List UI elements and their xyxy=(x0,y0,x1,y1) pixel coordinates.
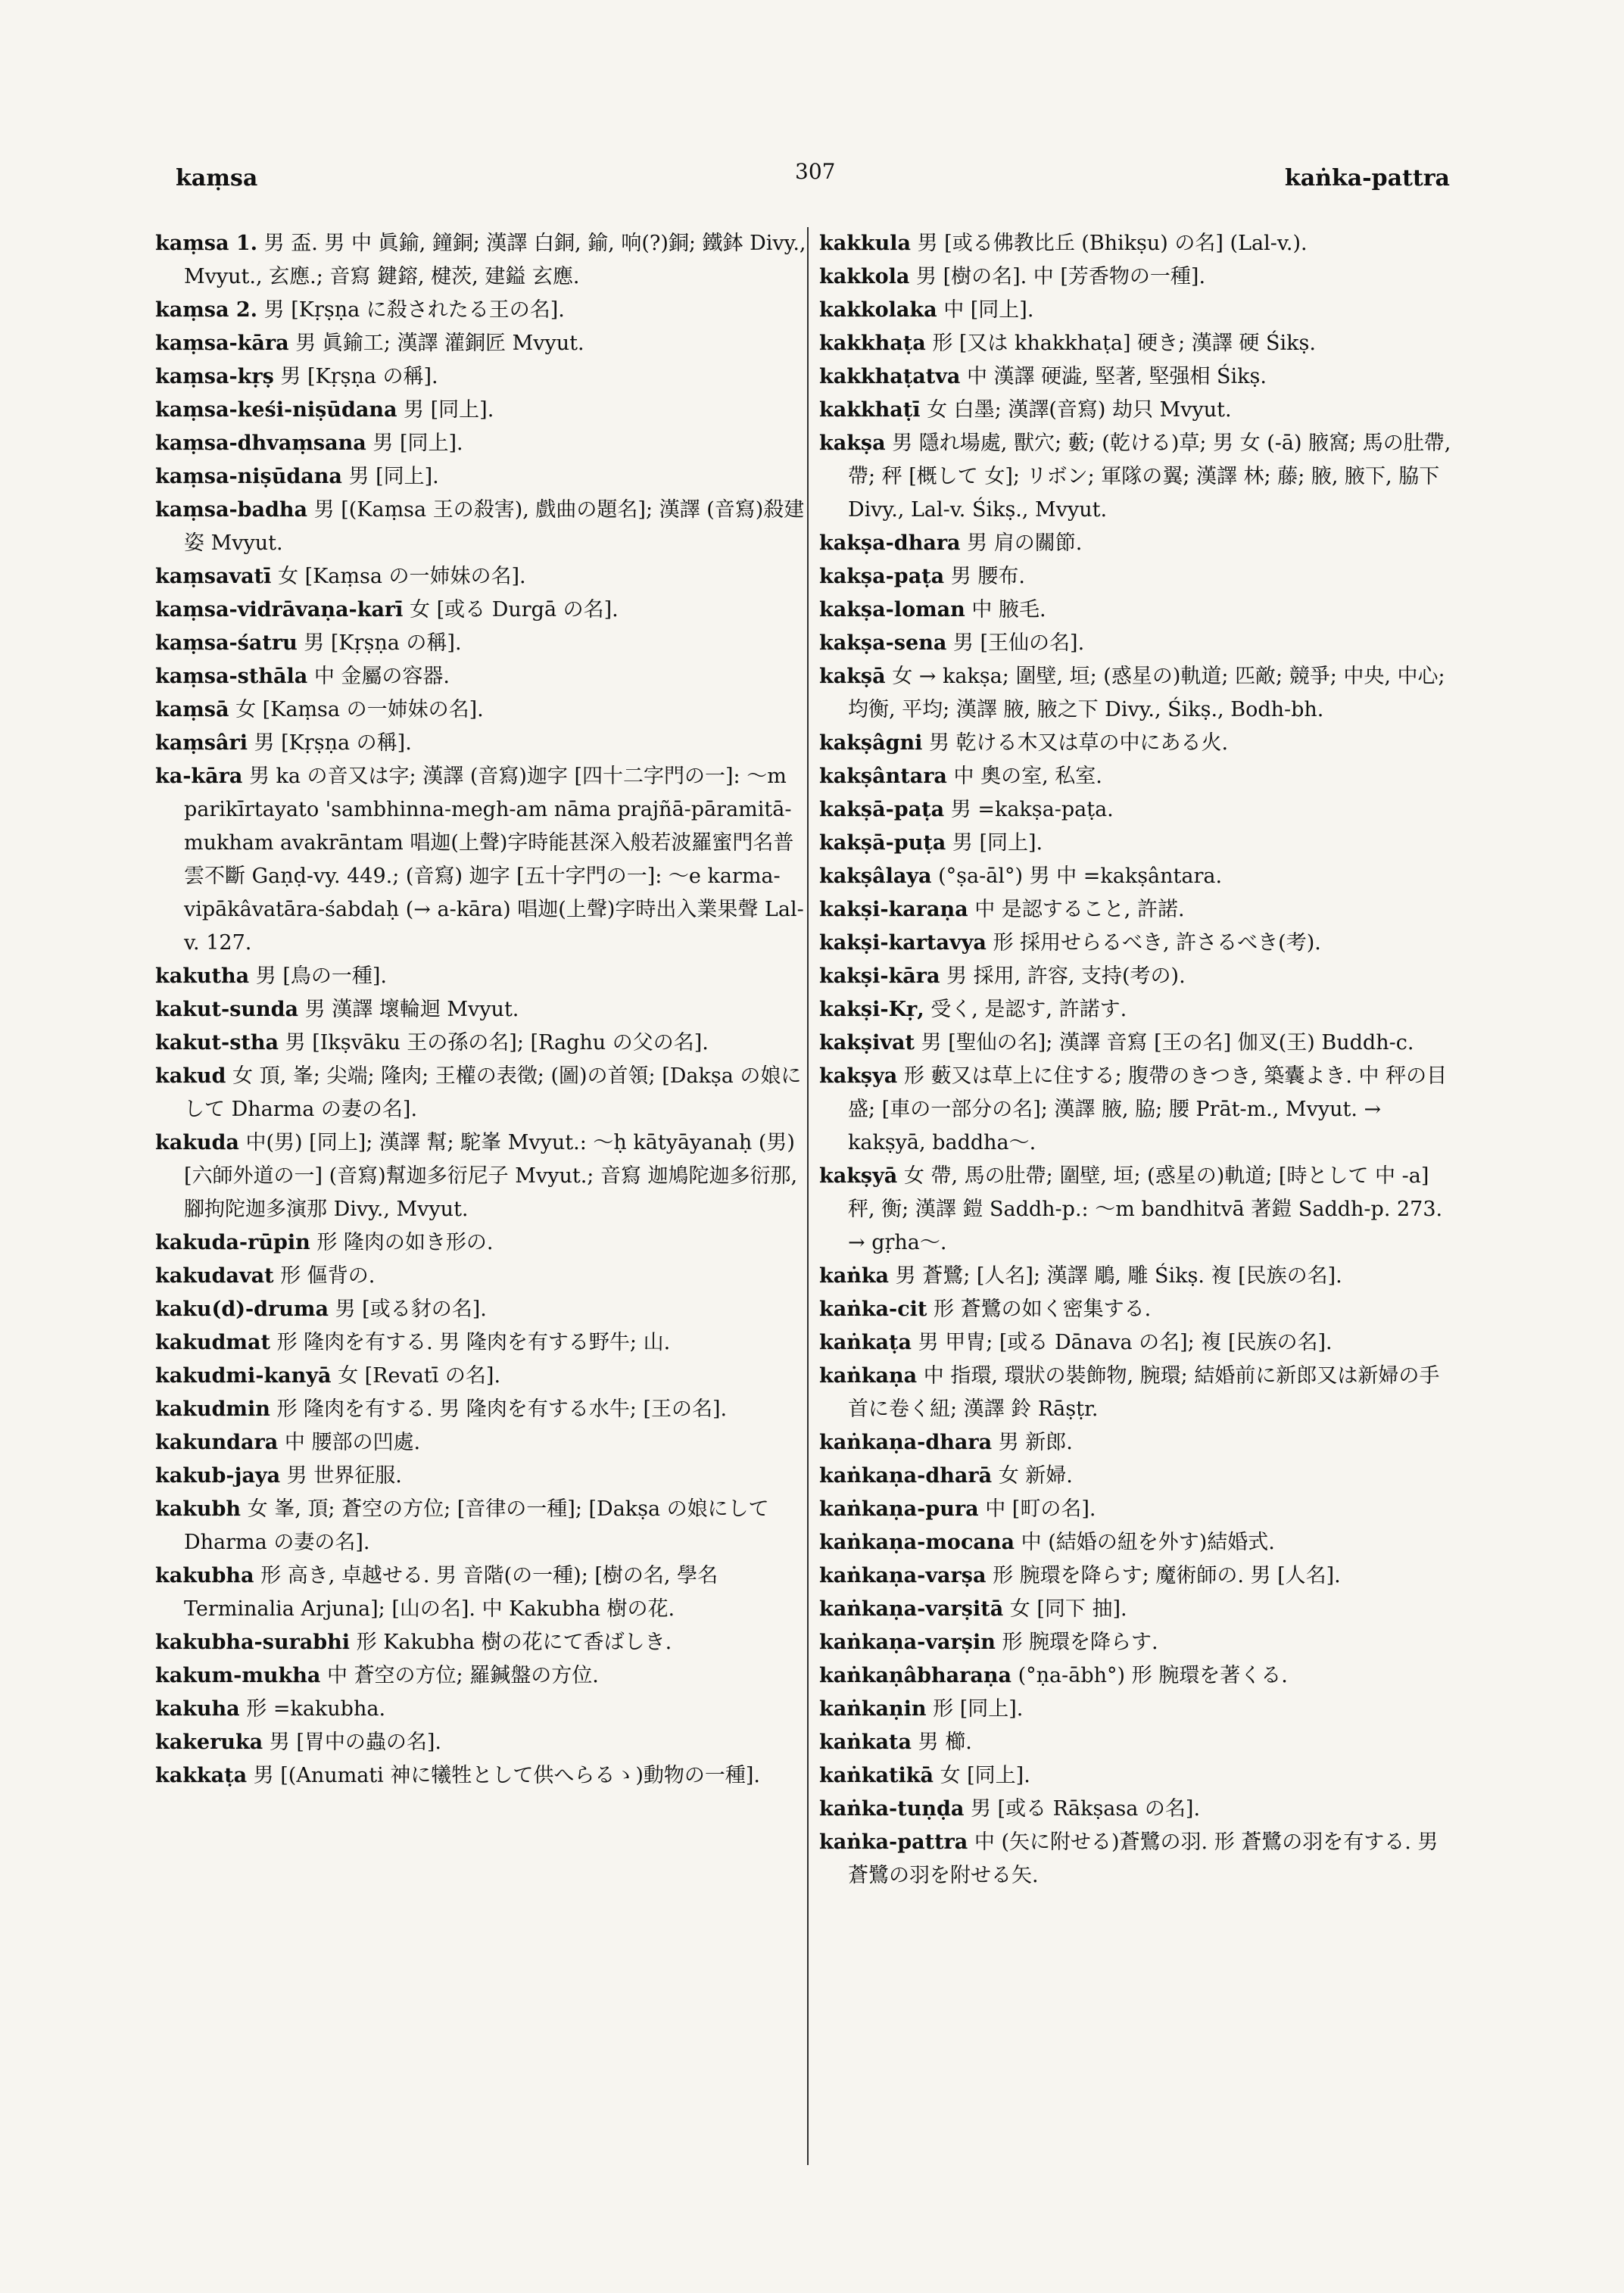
dictionary-entry xyxy=(155,760,814,960)
entry-definition: 男 ka の音又は字; 漢譯 (音寫)迦字 [四十二字門の一]: ～m parikīrtayato 'sambhinna-megh-am nāma prajñā-pāramitā-mukham avakrāntam 唱迦(上聲)字時能甚深入般若波羅蜜門名普雲不斷 Gaṇḍ-vy. 449.; (音寫) 迦字 [五十字門の一]: ～e karma-vipākâvatāra-śabdaḥ (→ a-kāra) 唱迦(上聲)字時出入業果聲 Lal-v. 127. xyxy=(184,765,804,955)
dictionary-entry xyxy=(155,494,814,560)
entry-headword: kakudmi-kanyā xyxy=(155,1364,332,1388)
entry-definition: 男 櫛. xyxy=(918,1731,972,1754)
entry-headword: kakud xyxy=(155,1064,226,1088)
dictionary-entry xyxy=(819,1493,1457,1526)
entry-definition: 女 [同下 抽]. xyxy=(1009,1597,1127,1621)
entry-headword: kaṅkaṇa-dharā xyxy=(819,1464,993,1488)
right-column xyxy=(819,227,1457,1893)
dictionary-entry xyxy=(155,1226,814,1260)
entry-headword: kakuda-rūpin xyxy=(155,1231,310,1254)
entry-headword: kakṣi-kartavya xyxy=(819,931,987,955)
dictionary-entry xyxy=(819,927,1457,960)
dictionary-entry xyxy=(819,594,1457,627)
dictionary-entry xyxy=(819,1793,1457,1826)
entry-definition: 中 (結婚の紐を外す)結婚式. xyxy=(1021,1531,1275,1554)
dictionary-entry xyxy=(155,1060,814,1126)
dictionary-entry xyxy=(155,960,814,993)
dictionary-entry xyxy=(819,294,1457,327)
entry-definition: 男 漢譯 壞輪迴 Mvyut. xyxy=(304,998,519,1021)
entry-definition: 男 [同上]. xyxy=(952,831,1043,855)
entry-headword: kakub-jaya xyxy=(155,1464,281,1488)
entry-headword: kakṣā-paṭa xyxy=(819,798,945,821)
entry-definition: 男 乾ける木又は草の中にある火. xyxy=(928,731,1229,755)
dictionary-entry xyxy=(155,1027,814,1060)
entry-headword: kakundara xyxy=(155,1431,279,1454)
entry-definition: 男 世界征服. xyxy=(286,1464,402,1488)
dictionary-entry xyxy=(819,893,1457,927)
entry-definition: 男 [或る佛教比丘 (Bhikṣu) の名] (Lal-v.). xyxy=(917,232,1308,255)
dictionary-entry xyxy=(155,1293,814,1326)
entry-definition: 中 指環, 環狀の裝飾物, 腕環; 結婚前に新郎又は新婦の手首に卷く紐; 漢譯 鈴 Rāṣṭr. xyxy=(848,1364,1440,1421)
entry-definition: 男 [Ikṣvāku 王の孫の名]; [Raghu の父の名]. xyxy=(285,1031,709,1055)
entry-headword: kaṅka-cit xyxy=(819,1298,927,1321)
entry-headword: kakubha-surabhi xyxy=(155,1631,351,1654)
entry-definition: 形 隆肉を有する. 男 隆肉を有する水牛; [王の名]. xyxy=(276,1397,728,1421)
entry-headword: kaṅkaṇa xyxy=(819,1364,918,1388)
dictionary-entry xyxy=(819,860,1457,893)
dictionary-entry xyxy=(155,1260,814,1293)
entry-definition: 男 [Kṛṣṇa に殺されたる王の名]. xyxy=(263,298,565,322)
dictionary-entry xyxy=(819,394,1457,427)
entry-headword: kakṣyā xyxy=(819,1164,898,1188)
entry-definition: 男 [鳥の一種]. xyxy=(255,964,387,988)
entry-headword: kaṅkaṇa-varṣin xyxy=(819,1631,996,1654)
entry-headword: kaṅkatikā xyxy=(819,1764,934,1787)
dictionary-entry xyxy=(819,1726,1457,1759)
entry-definition: 女 新婦. xyxy=(998,1464,1073,1488)
dictionary-entry xyxy=(819,527,1457,560)
entry-definition: 女 → kakṣa; 圍壁, 垣; (惑星の)軌道; 匹敵; 競爭; 中央, 中心; 均衡, 平均; 漢譯 腋, 腋之下 Divy., Śikṣ., Bodh-bh. xyxy=(848,665,1445,721)
dictionary-entry xyxy=(155,1559,814,1626)
entry-headword: kaṅkata xyxy=(819,1731,912,1754)
entry-headword: kakṣā xyxy=(819,665,886,688)
entry-definition: 男 肩の關節. xyxy=(967,531,1083,555)
entry-definition: 男 [同上]. xyxy=(404,398,494,422)
entry-headword: kakudmin xyxy=(155,1397,270,1421)
entry-definition: 中 (矢に附せる)蒼鷺の羽. 形 蒼鷺の羽を有する. 男 蒼鷺の羽を附せる矢. xyxy=(848,1830,1439,1887)
dictionary-entry xyxy=(155,1393,814,1426)
entry-headword: kakudmat xyxy=(155,1331,270,1354)
entry-headword: kakum-mukha xyxy=(155,1664,321,1687)
dictionary-entry xyxy=(155,1493,814,1559)
dictionary-entry xyxy=(819,627,1457,660)
entry-definition: 男 隱れ場處, 獸穴; 藪; (乾ける)草; 男 女 (-ā) 腋窩; 馬の肚帶, 帶; 秤 [概して 女]; リボン; 軍隊の翼; 漢譯 林; 藤; 腋, 腋下, 脇下 Divy., Lal-v. Śikṣ., Mvyut. xyxy=(848,431,1451,522)
entry-definition: 男 [同上]. xyxy=(372,431,463,455)
entry-headword: kakṣi-Kṛ, xyxy=(819,998,924,1021)
dictionary-entry xyxy=(819,260,1457,294)
entry-headword: kaṃsavatī xyxy=(155,565,272,588)
entry-headword: kakṣâlaya xyxy=(819,865,932,888)
entry-definition: 形 [又は khakkhaṭa] 硬き; 漢譯 硬 Śikṣ. xyxy=(932,332,1316,355)
entry-headword: kakkula xyxy=(819,232,911,255)
entry-headword: kakubha xyxy=(155,1564,254,1587)
dictionary-entry xyxy=(155,460,814,494)
entry-headword: kakutha xyxy=(155,964,250,988)
entry-definition: 形 傴背の. xyxy=(280,1264,376,1288)
entry-headword: kaṃsa 1. xyxy=(155,232,258,255)
dictionary-entry xyxy=(819,1360,1457,1426)
entry-definition: 女 [Kaṃsa の一姉妹の名]. xyxy=(235,698,484,721)
entry-headword: kakut-sunda xyxy=(155,998,299,1021)
dictionary-entry xyxy=(155,727,814,760)
dictionary-entry xyxy=(155,560,814,594)
dictionary-entry xyxy=(819,1160,1457,1260)
dictionary-entry xyxy=(819,1060,1457,1160)
dictionary-entry xyxy=(155,1726,814,1759)
entry-headword: kakṣântara xyxy=(819,765,947,788)
dictionary-entry xyxy=(819,1326,1457,1360)
dictionary-entry xyxy=(155,1326,814,1360)
dictionary-entry xyxy=(155,1759,814,1793)
dictionary-entry xyxy=(819,1659,1457,1693)
dictionary-entry xyxy=(819,727,1457,760)
running-head-right: kaṅka-pattra xyxy=(1284,165,1450,192)
entry-definition: 男 [Kṛṣṇa の稱]. xyxy=(254,731,412,755)
entry-definition: 形 Kakubha 樹の花にて香ばしき. xyxy=(356,1631,672,1654)
page-number: 307 xyxy=(795,159,836,184)
entry-definition: (°ṣa-āl°) 男 中 =kakṣântara. xyxy=(938,865,1223,888)
entry-definition: 男 [Kṛṣṇa の稱]. xyxy=(280,365,438,388)
dictionary-entry xyxy=(155,660,814,693)
dictionary-entry xyxy=(155,1659,814,1693)
entry-definition: 女 頂, 峯; 尖端; 隆肉; 王權の表徵; (圖)の首領; [Dakṣa の娘にして Dharma の妻の名]. xyxy=(184,1064,802,1121)
entry-headword: kakuha xyxy=(155,1697,240,1721)
dictionary-entry xyxy=(819,760,1457,793)
dictionary-entry xyxy=(155,294,814,327)
entry-definition: 男 [聖仙の名]; 漢譯 音寫 [王の名] 伽叉(王) Buddh-c. xyxy=(921,1031,1414,1055)
column-divider xyxy=(807,227,809,2165)
entry-headword: kakṣivat xyxy=(819,1031,915,1055)
entry-definition: 形 腕環を降らす. xyxy=(1002,1631,1158,1654)
entry-headword: kakuda xyxy=(155,1131,239,1154)
entry-headword: kaṃsa-sthāla xyxy=(155,665,308,688)
entry-definition: 受く, 是認す, 許諾す. xyxy=(930,998,1127,1021)
entry-headword: kakkhaṭatva xyxy=(819,365,961,388)
entry-headword: kaṃsa 2. xyxy=(155,298,258,322)
entry-headword: kaṅka-pattra xyxy=(819,1830,968,1854)
dictionary-entry xyxy=(819,1526,1457,1559)
entry-headword: kaṅkaṇa-mocana xyxy=(819,1531,1015,1554)
entry-definition: 中 是認すること, 許諾. xyxy=(974,898,1185,921)
entry-headword: kaṃsa-kāra xyxy=(155,332,289,355)
dictionary-entry xyxy=(155,1460,814,1493)
entry-headword: kaṅkaṇa-pura xyxy=(819,1497,979,1521)
entry-definition: 男 [(Anumati 神に犧牲として供へらるゝ)動物の一種]. xyxy=(253,1764,761,1787)
entry-definition: 男 [王仙の名]. xyxy=(952,631,1085,655)
entry-headword: kakṣâgni xyxy=(819,731,923,755)
dictionary-entry xyxy=(819,560,1457,594)
entry-definition: 男 腰布. xyxy=(950,565,1025,588)
entry-definition: 形 腕環を降らす; 魔術師の. 男 [人名]. xyxy=(993,1564,1341,1587)
entry-definition: 男 [同上]. xyxy=(348,465,439,488)
dictionary-entry xyxy=(819,1426,1457,1460)
entry-definition: 中 蒼空の方位; 羅鍼盤の方位. xyxy=(326,1664,599,1687)
entry-headword: kaṅkaṇa-dhara xyxy=(819,1431,993,1454)
entry-headword: kaṃsa-vidrāvaṇa-karī xyxy=(155,598,404,622)
entry-headword: kakkolaka xyxy=(819,298,937,322)
entry-definition: 中 [町の名]. xyxy=(985,1497,1096,1521)
entry-headword: kaṃsa-dhvaṃsana xyxy=(155,431,366,455)
dictionary-entry xyxy=(819,660,1457,727)
entry-headword: kakut-stha xyxy=(155,1031,279,1055)
entry-definition: 中(男) [同上]; 漢譯 幫; 駝峯 Mvyut.: ～ḥ kātyāyanaḥ (男) [六師外道の一] (音寫)幫迦多衍尼子 Mvyut.; 音寫 迦鳩陀迦多衍那, 腳拘陀迦多演那 Divy., Mvyut. xyxy=(184,1131,798,1221)
entry-headword: kaṃsa-badha xyxy=(155,498,308,522)
entry-definition: 女 [Revatī の名]. xyxy=(338,1364,501,1388)
entry-headword: kaṅkaṇâbharaṇa xyxy=(819,1664,1012,1687)
entry-headword: kaṅkaṇa-varṣitā xyxy=(819,1597,1004,1621)
dictionary-entry xyxy=(155,1360,814,1393)
dictionary-entry xyxy=(819,1460,1457,1493)
entry-definition: 男 [(Kaṃsa 王の殺害), 戲曲の題名]; 漢譯 (音寫)殺建姿 Mvyut. xyxy=(184,498,805,555)
dictionary-entry xyxy=(819,327,1457,360)
entry-definition: 形 隆肉の如き形の. xyxy=(316,1231,494,1254)
dictionary-entry xyxy=(155,594,814,627)
dictionary-entry xyxy=(819,1260,1457,1293)
dictionary-entry xyxy=(819,1826,1457,1893)
dictionary-entry xyxy=(155,394,814,427)
dictionary-entry xyxy=(819,227,1457,260)
dictionary-entry xyxy=(819,1693,1457,1726)
entry-headword: kakṣā-puṭa xyxy=(819,831,946,855)
dictionary-entry xyxy=(819,1626,1457,1659)
entry-definition: 中 奧の室, 私室. xyxy=(953,765,1102,788)
dictionary-entry xyxy=(155,227,814,294)
entry-definition: 形 [同上]. xyxy=(933,1697,1024,1721)
dictionary-entry xyxy=(155,1626,814,1659)
entry-headword: ka-kāra xyxy=(155,765,243,788)
entry-headword: kakudavat xyxy=(155,1264,274,1288)
entry-headword: kaṃsâri xyxy=(155,731,248,755)
dictionary-entry xyxy=(819,827,1457,860)
entry-headword: kaṃsa-kṛṣ xyxy=(155,365,274,388)
entry-headword: kaṃsā xyxy=(155,698,229,721)
running-head-left: kaṃsa xyxy=(176,165,258,192)
entry-headword: kakṣi-kāra xyxy=(819,964,940,988)
dictionary-entry xyxy=(819,427,1457,527)
entry-headword: kakṣa-loman xyxy=(819,598,965,622)
entry-definition: 女 [同上]. xyxy=(940,1764,1030,1787)
entry-headword: kakkhaṭa xyxy=(819,332,926,355)
entry-headword: kaṃsa-niṣūdana xyxy=(155,465,342,488)
entry-definition: 男 蒼鷺; [人名]; 漢譯 鵰, 雕 Śikṣ. 複 [民族の名]. xyxy=(895,1264,1342,1288)
dictionary-entry xyxy=(155,1693,814,1726)
entry-headword: kakṣa xyxy=(819,431,886,455)
entry-definition: 男 [樹の名]. 中 [芳香物の一種]. xyxy=(915,265,1206,288)
entry-definition: 中 漢譯 硬澁, 堅著, 堅强相 Śikṣ. xyxy=(966,365,1267,388)
entry-definition: 男 =kakṣa-paṭa. xyxy=(950,798,1114,821)
dictionary-entry xyxy=(155,693,814,727)
dictionary-entry xyxy=(155,1126,814,1226)
entry-headword: kakkola xyxy=(819,265,910,288)
dictionary-entry xyxy=(819,1759,1457,1793)
entry-definition: 形 藪又は草上に住する; 腹帶のきつき, 築囊よき. 中 秤の目盛; [車の一部分の名]; 漢譯 腋, 脇; 腰 Prāt-m., Mvyut. → kakṣyā, baddha～. xyxy=(848,1064,1448,1154)
entry-definition: 男 [胃中の蟲の名]. xyxy=(269,1731,441,1754)
entry-headword: kaṅkaṇin xyxy=(819,1697,927,1721)
dictionary-entry xyxy=(819,1593,1457,1626)
entry-definition: 中 金屬の容器. xyxy=(313,665,450,688)
entry-definition: 男 採用, 許容, 支持(考の). xyxy=(946,964,1186,988)
entry-definition: 女 帶, 馬の肚帶; 圍壁, 垣; (惑星の)軌道; [時として 中 -a] 秤, 衡; 漢譯 鎧 Saddh-p.: ～m bandhitvā 著鎧 Saddh-p. 273. → gṛha～. xyxy=(848,1164,1443,1254)
entry-headword: kaṅkaṇa-varṣa xyxy=(819,1564,987,1587)
dictionary-entry xyxy=(155,1426,814,1460)
entry-definition: 男 [Kṛṣṇa の稱]. xyxy=(304,631,462,655)
entry-headword: kaṃsa-keśi-niṣūdana xyxy=(155,398,397,422)
dictionary-entry xyxy=(819,960,1457,993)
entry-headword: kakṣya xyxy=(819,1064,898,1088)
dictionary-entry xyxy=(155,627,814,660)
dictionary-entry xyxy=(819,360,1457,394)
entry-definition: 男 甲冑; [或る Dānava の名]; 複 [民族の名]. xyxy=(918,1331,1333,1354)
dictionary-entry xyxy=(155,327,814,360)
dictionary-entry xyxy=(819,1027,1457,1060)
entry-definition: 女 白墨; 漢譯(音寫) 劫只 Mvyut. xyxy=(927,398,1232,422)
entry-definition: (°ṇa-ābh°) 形 腕環を著くる. xyxy=(1018,1664,1288,1687)
entry-definition: 女 峯, 頂; 蒼空の方位; [音律の一種]; [Dakṣa の娘にして Dharma の妻の名]. xyxy=(184,1497,769,1554)
entry-headword: kakkhaṭī xyxy=(819,398,921,422)
dictionary-entry xyxy=(819,1559,1457,1593)
entry-headword: kaṅkaṭa xyxy=(819,1331,912,1354)
entry-definition: 形 =kakubha. xyxy=(246,1697,386,1721)
dictionary-entry xyxy=(819,993,1457,1027)
dictionary-entry xyxy=(155,360,814,394)
entry-definition: 男 新郎. xyxy=(998,1431,1073,1454)
entry-definition: 男 盃. 男 中 眞鍮, 鐘銅; 漢譯 白銅, 鍮, 响(?)銅; 鐵鉢 Divy., Mvyut., 玄應.; 音寫 鍵鎔, 楗茨, 建鎰 玄應. xyxy=(184,232,806,288)
entry-definition: 中 腋毛. xyxy=(971,598,1046,622)
entry-definition: 形 高き, 卓越せる. 男 音階(の一種); [樹の名, 學名 Terminalia Arjuna]; [山の名]. 中 Kakubha 樹の花. xyxy=(184,1564,718,1621)
dictionary-entry xyxy=(819,793,1457,827)
entry-definition: 男 [或る豺の名]. xyxy=(335,1298,487,1321)
entry-headword: kaṅka-tuṇḍa xyxy=(819,1797,965,1821)
entry-headword: kaku(d)-druma xyxy=(155,1298,329,1321)
entry-definition: 中 腰部の凹處. xyxy=(284,1431,421,1454)
dictionary-entry xyxy=(819,1293,1457,1326)
entry-definition: 男 [或る Rākṣasa の名]. xyxy=(970,1797,1201,1821)
entry-headword: kakṣa-dhara xyxy=(819,531,961,555)
entry-headword: kaṅka xyxy=(819,1264,890,1288)
entry-definition: 中 [同上]. xyxy=(943,298,1034,322)
entry-headword: kakeruka xyxy=(155,1731,263,1754)
entry-definition: 形 蒼鷺の如く密集する. xyxy=(934,1298,1152,1321)
entry-definition: 女 [或る Durgā の名]. xyxy=(410,598,619,622)
entry-headword: kakkaṭa xyxy=(155,1764,248,1787)
left-column xyxy=(155,227,814,1793)
entry-headword: kakṣi-karaṇa xyxy=(819,898,968,921)
entry-headword: kakṣa-paṭa xyxy=(819,565,945,588)
entry-definition: 形 採用せらるべき, 許さるべき(考). xyxy=(993,931,1321,955)
entry-headword: kakubh xyxy=(155,1497,242,1521)
dictionary-entry xyxy=(155,427,814,460)
entry-definition: 男 眞鍮工; 漢譯 灌銅匠 Mvyut. xyxy=(295,332,584,355)
entry-headword: kaṃsa-śatru xyxy=(155,631,298,655)
entry-definition: 形 隆肉を有する. 男 隆肉を有する野牛; 山. xyxy=(276,1331,671,1354)
entry-headword: kakṣa-sena xyxy=(819,631,947,655)
entry-definition: 女 [Kaṃsa の一姉妹の名]. xyxy=(277,565,526,588)
dictionary-entry xyxy=(155,993,814,1027)
